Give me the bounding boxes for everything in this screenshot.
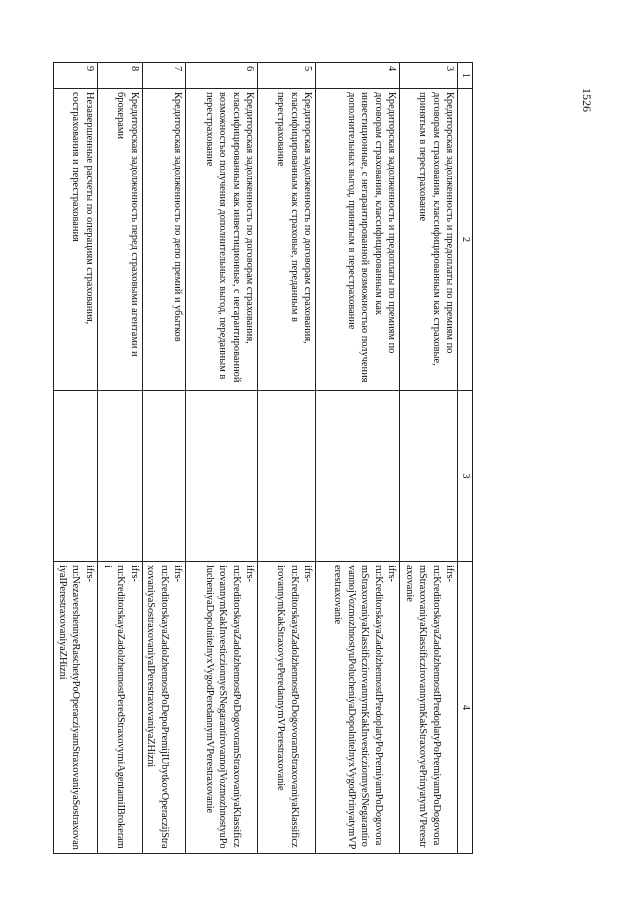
row-col3 — [316, 391, 400, 562]
table-row — [53, 63, 97, 854]
row-number: 6 — [186, 63, 258, 89]
table-row — [258, 63, 316, 854]
row-code: ifrs-ru:NezavershennyeRaschetyPoOperacziyamStraxovaniyaSostraxovaniyaIPerestraxovaniyaZHizni — [53, 562, 97, 854]
rotated-table — [56, 62, 473, 853]
row-col3 — [142, 391, 186, 562]
row-code: ifrs-ru:KreditorskayaZadolzhennostIPredoplatyPoPremiyamPoDogovoramStraxovaniyaKlassificzirovannymKakStraxovyePrinyatymVPerestraxovanie — [400, 562, 458, 854]
row-col3 — [53, 391, 97, 562]
row-name: Кредиторская задолженность по депо премий и убытков — [142, 89, 186, 391]
header-col-4: 4 — [458, 562, 473, 854]
table-row — [142, 63, 186, 854]
row-code: ifrs-ru:KreditorskayaZadolzhennostPoDogovoramStraxovaniyaKlassificzirovannymKakInvesticzionnyeSNegarantirovannojVozmozhnostyuPolucheniyaDopolnitelnyxVygodPeredannymVPerestraxovanie — [186, 562, 258, 854]
row-number: 3 — [400, 63, 458, 89]
header-row — [458, 63, 473, 854]
row-name: Кредиторская задолженность по договорам страхования, классифицированным как инвестиционные, с негарантированной возможностью получения дополнительных выгод, переданным в перестрахование — [186, 89, 258, 391]
row-name: Кредиторская задолженность по договорам страхования, классифицированным как страховые, переданным в перестрахование — [258, 89, 316, 391]
row-code: ifrs-ru:KreditorskayaZadolzhennostIPredoplatyPoPremiyamPoDogovoramStraxovaniyaKlassificzirovannymKakInvesticzionnyeSNegarantirovannojVozmozhnostyuPolucheniyaDopolnitelnyxVygodPrinyatymVPerestraxovanie — [316, 562, 400, 854]
row-number: 8 — [97, 63, 142, 89]
table-row — [400, 63, 458, 854]
row-number: 5 — [258, 63, 316, 89]
header-col-2: 2 — [458, 89, 473, 391]
table-row — [186, 63, 258, 854]
taxonomy-table — [53, 62, 473, 854]
table-row — [97, 63, 142, 854]
row-code: ifrs-ru:KreditorskayaZadolzhennostPoDepoPremijIUbytkovOperaczijStraxovaniyaSostraxovaniyaIPerestraxovaniyaZHizni — [142, 562, 186, 854]
row-col3 — [258, 391, 316, 562]
header-col-3: 3 — [458, 391, 473, 562]
row-name: Незавершенные расчеты по операциям страхования, сострахования и перестрахования — [53, 89, 97, 391]
page-number: 1526 — [580, 88, 594, 112]
table-row — [316, 63, 400, 854]
row-code: ifrs-ru:KreditorskayaZadolzhennostPeredStraxovymiAgentamiIBrokerami — [97, 562, 142, 854]
row-col3 — [97, 391, 142, 562]
row-number: 4 — [316, 63, 400, 89]
header-col-1: 1 — [458, 63, 473, 89]
row-number: 7 — [142, 63, 186, 89]
row-col3 — [400, 391, 458, 562]
row-name: Кредиторская задолженность и предоплаты по премиям по договорам страхования, классифицированным как инвестиционные, с негарантированной возможностью получения дополнительных выгод, принятым в перестрахование — [316, 89, 400, 391]
row-number: 9 — [53, 63, 97, 89]
row-name: Кредиторская задолженность перед страховыми агентами и брокерами — [97, 89, 142, 391]
row-name: Кредиторская задолженность и предоплаты по премиям по договорам страхования, классифицированным как страховые, принятым в перестрахование — [400, 89, 458, 391]
row-code: ifrs-ru:KreditorskayaZadolzhennostPoDogovoramStraxovaniyaKlassificzirovannymKakStraxovyePeredannymVPerestraxovanie — [258, 562, 316, 854]
row-col3 — [186, 391, 258, 562]
rotated-table-container — [56, 62, 473, 853]
